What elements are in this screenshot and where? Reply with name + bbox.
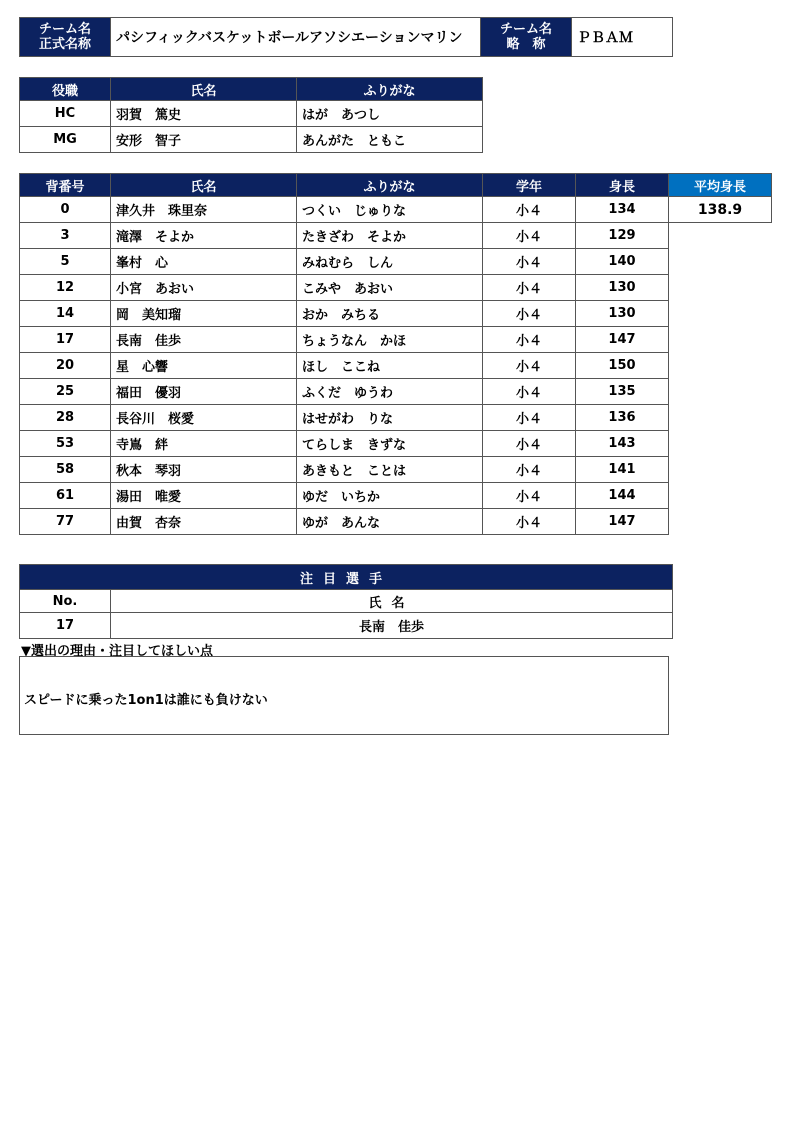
roster-row xyxy=(20,509,772,535)
reason-text: スピードに乗った1on1は誰にも負けない xyxy=(24,693,268,708)
player-grade: 小４ xyxy=(483,457,576,483)
avg-height-label: 平均身長 xyxy=(669,174,772,197)
player-height: 144 xyxy=(576,483,669,509)
player-number: 20 xyxy=(20,353,111,379)
avg-height-value: 138.9 xyxy=(669,197,772,223)
player-name: 峯村 心 xyxy=(111,249,297,275)
staff-furigana: あんがた ともこ xyxy=(297,127,483,153)
player-number: 61 xyxy=(20,483,111,509)
roster-row xyxy=(20,275,772,301)
player-height: 130 xyxy=(576,275,669,301)
player-grade: 小４ xyxy=(483,275,576,301)
staff-name: 安形 智子 xyxy=(111,127,297,153)
empty-cell xyxy=(669,457,772,483)
roster-row xyxy=(20,379,772,405)
official-name-label-line2: 正式名称 xyxy=(38,37,91,52)
short-team-name: ＰＢＡＭ xyxy=(572,18,673,57)
roster-row xyxy=(20,223,772,249)
player-height: 136 xyxy=(576,405,669,431)
player-name: 長谷川 桜愛 xyxy=(111,405,297,431)
player-height: 140 xyxy=(576,249,669,275)
player-grade: 小４ xyxy=(483,197,576,223)
player-grade: 小４ xyxy=(483,301,576,327)
staff-role: MG xyxy=(20,127,111,153)
player-height: 143 xyxy=(576,431,669,457)
reason-box xyxy=(19,656,669,735)
featured-player-table xyxy=(19,564,673,639)
player-grade: 小４ xyxy=(483,483,576,509)
player-height: 134 xyxy=(576,197,669,223)
player-furigana: たきざわ そよか xyxy=(297,223,483,249)
featured-no: 17 xyxy=(20,613,111,639)
player-furigana: ほし ここね xyxy=(297,353,483,379)
roster-header-grade: 学年 xyxy=(483,174,576,197)
player-furigana: てらしま きずな xyxy=(297,431,483,457)
empty-cell xyxy=(669,275,772,301)
player-furigana: あきもと ことは xyxy=(297,457,483,483)
empty-cell xyxy=(669,353,772,379)
player-name: 小宮 あおい xyxy=(111,275,297,301)
player-name: 滝澤 そよか xyxy=(111,223,297,249)
player-number: 17 xyxy=(20,327,111,353)
featured-title: 注目選手 xyxy=(20,565,673,590)
player-height: 130 xyxy=(576,301,669,327)
player-furigana: つくい じゅりな xyxy=(297,197,483,223)
player-number: 12 xyxy=(20,275,111,301)
reason-title: ▼選出の理由・注目してほしい点 xyxy=(21,644,213,659)
player-name: 福田 優羽 xyxy=(111,379,297,405)
staff-header-name: 氏名 xyxy=(111,78,297,101)
official-name-label xyxy=(20,18,111,57)
player-name: 由賀 杏奈 xyxy=(111,509,297,535)
staff-role: HC xyxy=(20,101,111,127)
player-grade: 小４ xyxy=(483,327,576,353)
player-furigana: ちょうなん かほ xyxy=(297,327,483,353)
short-name-label-line1: チーム名 xyxy=(499,22,552,37)
team-name-table xyxy=(19,17,673,57)
player-grade: 小４ xyxy=(483,379,576,405)
player-height: 135 xyxy=(576,379,669,405)
empty-cell xyxy=(669,483,772,509)
player-grade: 小４ xyxy=(483,431,576,457)
staff-header-role: 役職 xyxy=(20,78,111,101)
empty-cell xyxy=(669,327,772,353)
roster-row xyxy=(20,405,772,431)
roster-header-number: 背番号 xyxy=(20,174,111,197)
featured-name-label: 氏名 xyxy=(111,590,673,613)
staff-table xyxy=(19,77,483,153)
player-name: 秋本 琴羽 xyxy=(111,457,297,483)
roster-header-furigana: ふりがな xyxy=(297,174,483,197)
empty-cell xyxy=(669,431,772,457)
player-grade: 小４ xyxy=(483,509,576,535)
staff-header-furigana: ふりがな xyxy=(297,78,483,101)
player-grade: 小４ xyxy=(483,405,576,431)
official-name-label-line1: チーム名 xyxy=(38,22,91,37)
empty-cell xyxy=(669,379,772,405)
official-team-name: パシフィックバスケットボールアソシエーションマリン xyxy=(111,18,481,57)
player-name: 津久井 珠里奈 xyxy=(111,197,297,223)
player-height: 147 xyxy=(576,509,669,535)
player-furigana: ふくだ ゆうわ xyxy=(297,379,483,405)
staff-row xyxy=(20,127,483,153)
player-number: 14 xyxy=(20,301,111,327)
empty-cell xyxy=(669,301,772,327)
player-grade: 小４ xyxy=(483,223,576,249)
roster-row xyxy=(20,301,772,327)
player-height: 150 xyxy=(576,353,669,379)
roster-row xyxy=(20,483,772,509)
roster-row xyxy=(20,457,772,483)
roster-row xyxy=(20,249,772,275)
featured-name: 長南 佳歩 xyxy=(111,613,673,639)
roster-row xyxy=(20,327,772,353)
short-name-label-line2: 略 称 xyxy=(506,37,546,52)
player-name: 星 心響 xyxy=(111,353,297,379)
staff-furigana: はが あつし xyxy=(297,101,483,127)
staff-row xyxy=(20,101,483,127)
player-name: 長南 佳歩 xyxy=(111,327,297,353)
player-furigana: おか みちる xyxy=(297,301,483,327)
player-number: 3 xyxy=(20,223,111,249)
player-number: 0 xyxy=(20,197,111,223)
featured-no-label: No. xyxy=(20,590,111,613)
player-height: 129 xyxy=(576,223,669,249)
roster-table xyxy=(19,173,772,535)
player-name: 寺嶌 絆 xyxy=(111,431,297,457)
player-number: 28 xyxy=(20,405,111,431)
player-number: 5 xyxy=(20,249,111,275)
short-name-label xyxy=(481,18,572,57)
player-height: 141 xyxy=(576,457,669,483)
player-grade: 小４ xyxy=(483,249,576,275)
player-furigana: ゆが あんな xyxy=(297,509,483,535)
player-number: 25 xyxy=(20,379,111,405)
player-height: 147 xyxy=(576,327,669,353)
staff-name: 羽賀 篤史 xyxy=(111,101,297,127)
empty-cell xyxy=(669,405,772,431)
player-number: 53 xyxy=(20,431,111,457)
roster-row xyxy=(20,353,772,379)
player-number: 77 xyxy=(20,509,111,535)
empty-cell xyxy=(669,249,772,275)
player-furigana: みねむら しん xyxy=(297,249,483,275)
player-grade: 小４ xyxy=(483,353,576,379)
roster-row xyxy=(20,431,772,457)
player-furigana: はせがわ りな xyxy=(297,405,483,431)
roster-header-name: 氏名 xyxy=(111,174,297,197)
empty-cell xyxy=(669,509,772,535)
player-furigana: こみや あおい xyxy=(297,275,483,301)
player-name: 岡 美知瑠 xyxy=(111,301,297,327)
player-number: 58 xyxy=(20,457,111,483)
roster-row xyxy=(20,197,772,223)
player-name: 湯田 唯愛 xyxy=(111,483,297,509)
player-furigana: ゆだ いちか xyxy=(297,483,483,509)
empty-cell xyxy=(669,223,772,249)
roster-header-height: 身長 xyxy=(576,174,669,197)
